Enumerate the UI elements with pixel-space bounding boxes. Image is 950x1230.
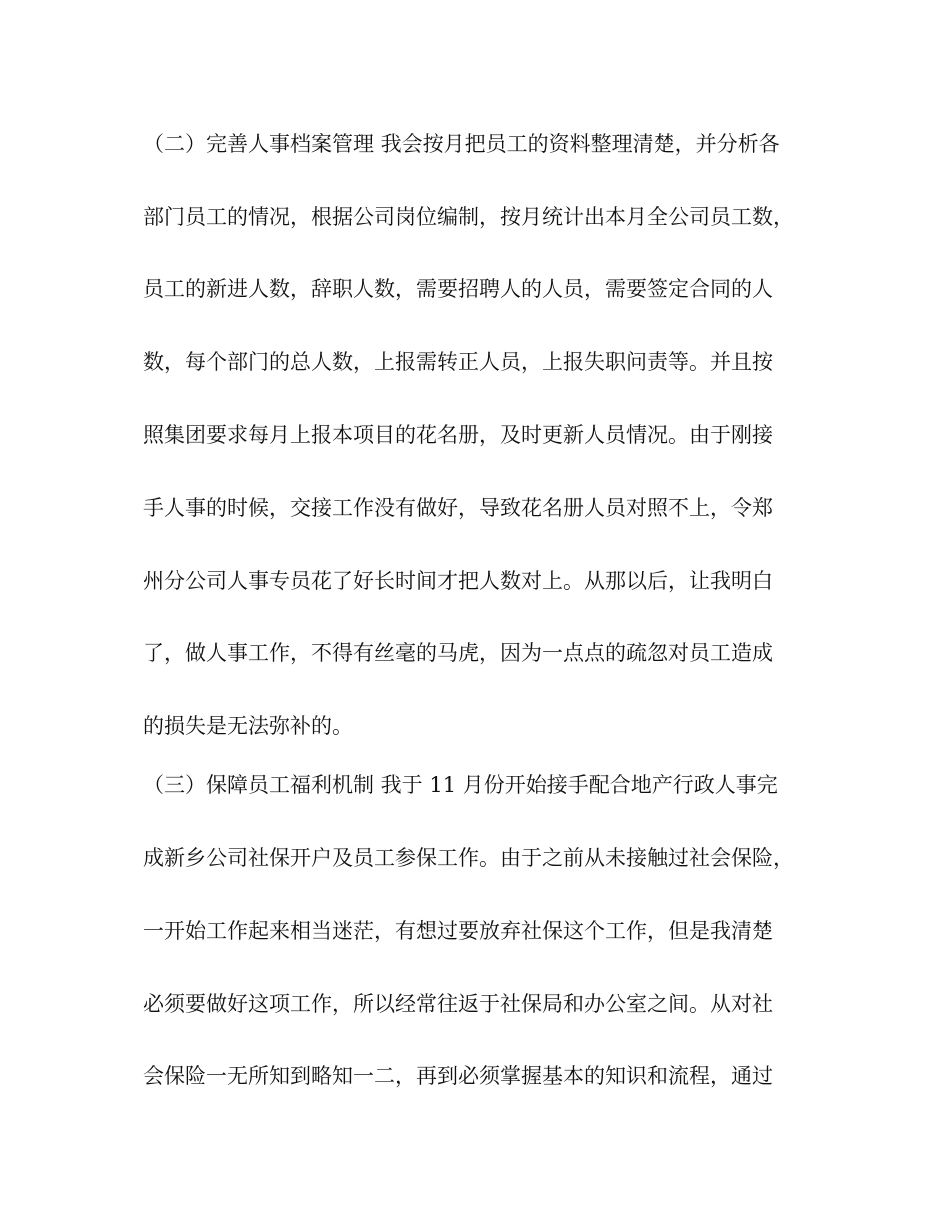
text-line: 部门员工的情况，根据公司岗位编制，按月统计出本月全公司员工数，: [143, 205, 794, 229]
text-line: 成新乡公司社保开户及员工参保工作。由于之前从未接触过社会保险，: [143, 846, 794, 870]
text-line: （三）保障员工福利机制 我于 11 月份开始接手配合地产行政人事完: [143, 773, 778, 797]
text-line: 的损失是无法弥补的。: [143, 714, 353, 738]
text-line: 了，做人事工作，不得有丝毫的马虎，因为一点点的疏忽对员工造成: [143, 641, 773, 665]
text-line: 照集团要求每月上报本项目的花名册，及时更新人员情况。由于刚接: [143, 423, 773, 447]
text-line: （二）完善人事档案管理 我会按月把员工的资料整理清楚，并分析各: [143, 132, 780, 156]
text-line: 手人事的时候，交接工作没有做好，导致花名册人员对照不上，令郑: [143, 496, 773, 520]
text-line: 数，每个部门的总人数，上报需转正人员，上报失职问责等。并且按: [143, 350, 773, 374]
text-line: 员工的新进人数，辞职人数，需要招聘人的人员，需要签定合同的人: [143, 277, 773, 301]
text-line: 州分公司人事专员花了好长时间才把人数对上。从那以后，让我明白: [143, 569, 773, 593]
text-line: 一开始工作起来相当迷茫，有想过要放弃社保这个工作，但是我清楚: [143, 919, 773, 943]
text-line: 会保险一无所知到略知一二，再到必须掌握基本的知识和流程，通过: [143, 1064, 773, 1088]
text-line: 必须要做好这项工作，所以经常往返于社保局和办公室之间。从对社: [143, 992, 773, 1016]
